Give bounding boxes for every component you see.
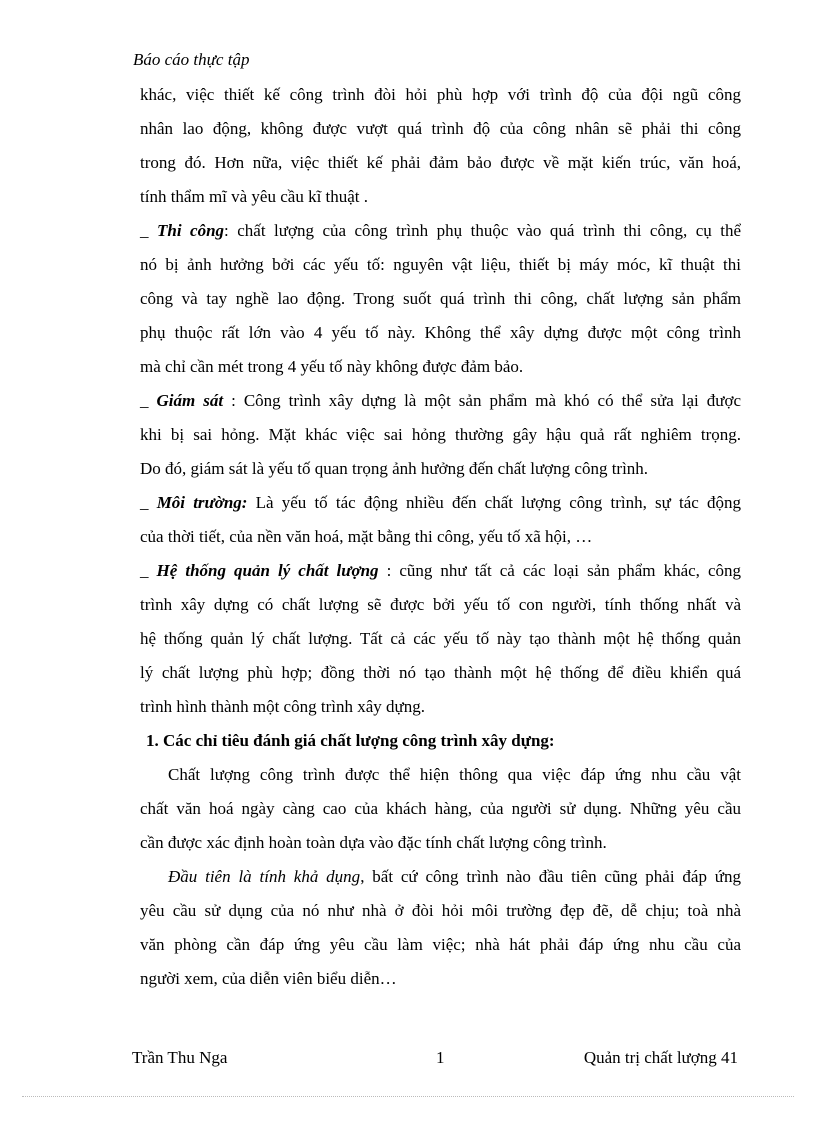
paragraph-giam-sat bbox=[140, 384, 741, 486]
text-line: lý chất lượng phù hợp; đồng thời nó tạo thành một hệ thống để điều khiển quá bbox=[140, 663, 741, 682]
text-line: trong đó. Hơn nữa, việc thiết kế phải đảm bảo được về mặt kiến trúc, văn hoá, bbox=[140, 153, 741, 172]
paragraph-moi-truong bbox=[140, 486, 741, 554]
bullet-dash: _ bbox=[140, 561, 157, 580]
term-giam-sat: Giám sát bbox=[156, 391, 224, 410]
paragraph-design bbox=[140, 78, 741, 214]
footer-author: Trần Thu Nga bbox=[132, 1048, 228, 1067]
text-line: trình xây dựng có chất lượng sẽ được bởi yếu tố con người, tính thống nhất và bbox=[140, 595, 741, 614]
text-line: khi bị sai hỏng. Mặt khác việc sai hỏng thường gây hậu quả rất nghiêm trọng. bbox=[140, 425, 741, 444]
text-line: văn phòng cần đáp ứng yêu cầu làm việc; nhà hát phải đáp ứng nhu cầu của bbox=[140, 935, 741, 954]
page-bottom-divider bbox=[22, 1096, 794, 1097]
text-line bbox=[140, 486, 741, 520]
text-line: chất văn hoá ngày càng cao của khách hàng, của người sử dụng. Những yêu cầu bbox=[140, 799, 741, 818]
paragraph-thi-cong bbox=[140, 214, 741, 384]
text-line: người xem, của diễn viên biểu diễn… bbox=[140, 969, 397, 988]
text-line: tính thẩm mĩ và yêu cầu kĩ thuật . bbox=[140, 187, 369, 206]
text-line bbox=[140, 554, 741, 588]
paragraph-he-thong bbox=[140, 554, 741, 724]
term-thi-cong: Thi công bbox=[156, 221, 225, 240]
text-line bbox=[140, 860, 741, 894]
text-line: công và tay nghề lao động. Trong suốt quá trình thi công, chất lượng sản phẩm bbox=[140, 289, 741, 308]
running-header: Báo cáo thực tập bbox=[133, 50, 250, 69]
text-line: hệ thống quản lý chất lượng. Tất cả các yếu tố này tạo thành một hệ thống quản bbox=[140, 629, 741, 648]
text-line: phụ thuộc rất lớn vào 4 yếu tố này. Không thể xây dựng được một công trình bbox=[140, 323, 741, 342]
term-description: Là yếu tố tác động nhiều đến chất lượng công trình, sự tác động bbox=[247, 493, 742, 512]
term-description: : chất lượng của công trình phụ thuộc vào quá trình thi công, cụ thể bbox=[224, 221, 742, 240]
text-line: nó bị ảnh hưởng bởi các yếu tố: nguyên vật liệu, thiết bị máy móc, kĩ thuật thi bbox=[140, 255, 741, 274]
text-line: của thời tiết, của nền văn hoá, mặt bằng thi công, yếu tố xã hội, … bbox=[140, 527, 593, 546]
bullet-dash: _ bbox=[140, 493, 157, 512]
text-line bbox=[140, 758, 741, 792]
document-body bbox=[140, 78, 741, 996]
section-heading: 1. Các chỉ tiêu đánh giá chất lượng công trình xây dựng: bbox=[146, 731, 555, 750]
term-moi-truong: Môi trường: bbox=[156, 493, 248, 512]
text-line: mà chỉ cần mét trong 4 yếu tố này không được đảm bảo. bbox=[140, 357, 524, 376]
term-description: : Công trình xây dựng là một sản phẩm mà khó có thể sửa lại được bbox=[223, 391, 742, 410]
text-line: khác, việc thiết kế công trình đòi hỏi phù hợp với trình độ của đội ngũ công bbox=[140, 85, 741, 104]
paragraph-kha-dung bbox=[140, 860, 741, 996]
page-footer bbox=[132, 1048, 738, 1072]
page-number: 1 bbox=[436, 1048, 445, 1067]
italic-lead: Đầu tiên là tính khả dụng bbox=[168, 867, 361, 886]
text-line: nhân lao động, không được vượt quá trình độ của công nhân sẽ phải thi công bbox=[140, 119, 741, 138]
text-line bbox=[140, 214, 741, 248]
line-text: Chất lượng công trình được thể hiện thông qua việc đáp ứng nhu cầu vật bbox=[168, 765, 741, 784]
text-line bbox=[140, 384, 741, 418]
text-line: Do đó, giám sát là yếu tố quan trọng ảnh hưởng đến chất lượng công trình. bbox=[140, 459, 649, 478]
term-he-thong-quan-ly: Hệ thống quản lý chất lượng bbox=[156, 561, 379, 580]
term-description: : cũng như tất cả các loại sản phẩm khác, công bbox=[378, 561, 742, 580]
text-line: cần được xác định hoàn toàn dựa vào đặc tính chất lượng công trình. bbox=[140, 833, 607, 852]
bullet-dash: _ bbox=[140, 221, 157, 240]
footer-course: Quản trị chất lượng 41 bbox=[583, 1048, 738, 1067]
bullet-dash: _ bbox=[140, 391, 157, 410]
paragraph-chat-luong bbox=[140, 758, 741, 860]
line-text: , bất cứ công trình nào đầu tiên cũng phải đáp ứng bbox=[360, 867, 742, 886]
text-line: yêu cầu sử dụng của nó như nhà ở đòi hỏi môi trường đẹp đẽ, dễ chịu; toà nhà bbox=[140, 901, 741, 920]
text-line: trình hình thành một công trình xây dựng. bbox=[140, 697, 425, 716]
